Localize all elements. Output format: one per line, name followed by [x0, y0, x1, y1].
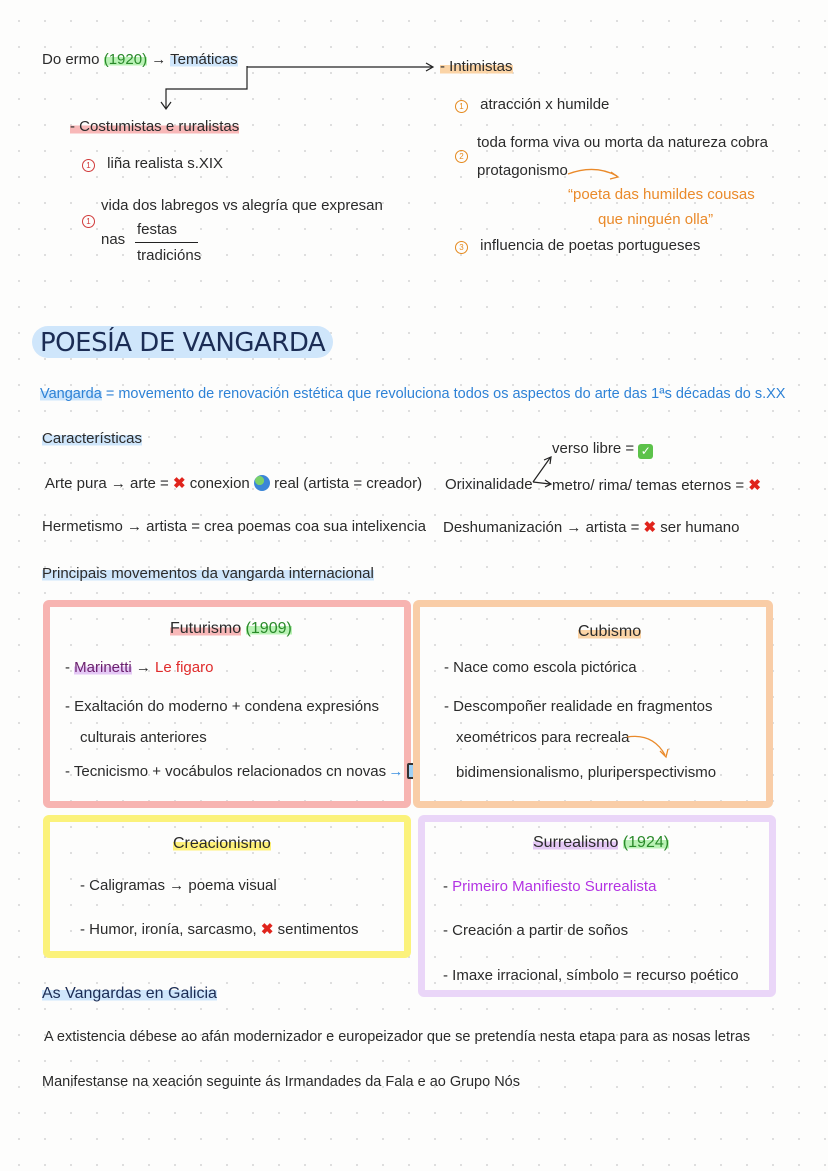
galicia-line-1: A extistencia débese ao afán modernizador e europeizador que se pretendía nesta etapa para as nosas letras — [44, 1029, 751, 1045]
number-badge: 1 — [82, 215, 95, 228]
surrealismo-box — [418, 815, 776, 997]
surrealismo-item-2: - Creación a partir de soños — [443, 922, 629, 939]
arte-pura-line: Arte pura → arte = ✖ conexion real (artista = creador) — [45, 475, 423, 492]
cubismo-box — [413, 600, 773, 808]
x-icon: ✖ — [172, 475, 186, 492]
quote-arrow — [565, 164, 625, 186]
vangarda-term: Vangarda — [40, 386, 102, 402]
hermetismo-line: Hermetismo → artista = crea poemas coa sua intelixencia — [42, 518, 426, 535]
number-badge: 1 — [82, 159, 95, 172]
verso-libre-line: verso libre = ✓ — [552, 440, 653, 459]
cubismo-item-1: - Nace como escola pictórica — [444, 659, 637, 676]
orixinalidade-label: Orixinalidade — [445, 476, 533, 493]
cubismo-item-2a: - Descompoñer realidade en fragmentos — [444, 698, 713, 715]
tematicas-label: Temáticas — [170, 51, 238, 68]
tematicas-connector — [150, 58, 440, 114]
globe-icon — [254, 475, 270, 491]
metro-line: metro/ rima/ temas eternos = ✖ — [552, 477, 761, 494]
fraction-line — [135, 242, 198, 243]
cubismo-item-2c: bidimensionalismo, pluriperspectivismo — [456, 764, 717, 781]
vangarda-definition: Vangarda = movemento de renovación estética que revoluciona todos os aspectos do arte das 1ªs décadas do s.XX — [40, 386, 786, 402]
futurismo-title: Futurismo (1909) — [170, 620, 292, 637]
principais-heading: Principais movementos da vangarda internacional — [42, 565, 374, 582]
cubismo-title: Cubismo — [578, 623, 642, 640]
do-ermo-label: Do ermo — [42, 51, 100, 68]
caracteristicas-heading: Características — [42, 430, 143, 447]
intimistas-item-1: 1 atracción x humilde — [455, 96, 609, 113]
check-icon: ✓ — [638, 444, 653, 459]
costumistas-item-1: 1 liña realista s.XIX — [82, 155, 223, 172]
do-ermo-year: (1920) — [103, 51, 148, 68]
cubismo-item-2b: xeométricos para recreala — [456, 729, 630, 746]
x-icon: ✖ — [643, 519, 657, 536]
futurismo-item-3: - Tecnicismo + vocábulos relacionados cn novas → — [65, 763, 417, 780]
intimistas-item-3: 3 influencia de poetas portugueses — [455, 237, 700, 254]
x-icon: ✖ — [748, 477, 761, 494]
number-badge: 3 — [455, 241, 468, 254]
number-badge: 1 — [455, 100, 468, 113]
futurismo-item-1: - Marinetti → Le figaro — [65, 659, 214, 676]
surrealismo-item-3: - Imaxe irracional, símbolo = recurso poético — [443, 967, 739, 984]
futurismo-item-2b: culturais anteriores — [80, 729, 207, 746]
number-badge: 2 — [455, 150, 468, 163]
creacionismo-item-2: - Humor, ironía, sarcasmo, ✖ sentimentos — [80, 921, 359, 938]
surrealismo-title: Surrealismo (1924) — [533, 834, 670, 851]
arrow-icon: → — [388, 763, 404, 780]
creacionismo-box — [43, 815, 411, 958]
surrealismo-item-1: - Primeiro Manifiesto Surrealista — [443, 878, 657, 895]
x-icon: ✖ — [260, 921, 274, 938]
cubismo-arrow — [625, 731, 675, 763]
section-title: POESÍA DE VANGARDA — [32, 328, 333, 358]
arrow-right: → — [151, 51, 167, 68]
futurismo-box — [43, 600, 411, 808]
deshumanizacion-line: Deshumanización → artista = ✖ ser humano — [443, 519, 740, 536]
galicia-heading: As Vangardas en Galicia — [42, 985, 217, 1002]
intimistas-heading: - Intimistas — [440, 58, 513, 75]
costumistas-heading: - Costumistas e ruralistas — [70, 118, 240, 135]
galicia-line-2: Manifestanse na xeación seguinte ás Irmandades da Fala e ao Grupo Nós — [42, 1074, 520, 1090]
creacionismo-item-1: - Caligramas → poema visual — [80, 877, 277, 894]
futurismo-item-2a: - Exaltación do moderno + condena expresións — [65, 698, 379, 715]
creacionismo-title: Creacionismo — [173, 835, 271, 852]
